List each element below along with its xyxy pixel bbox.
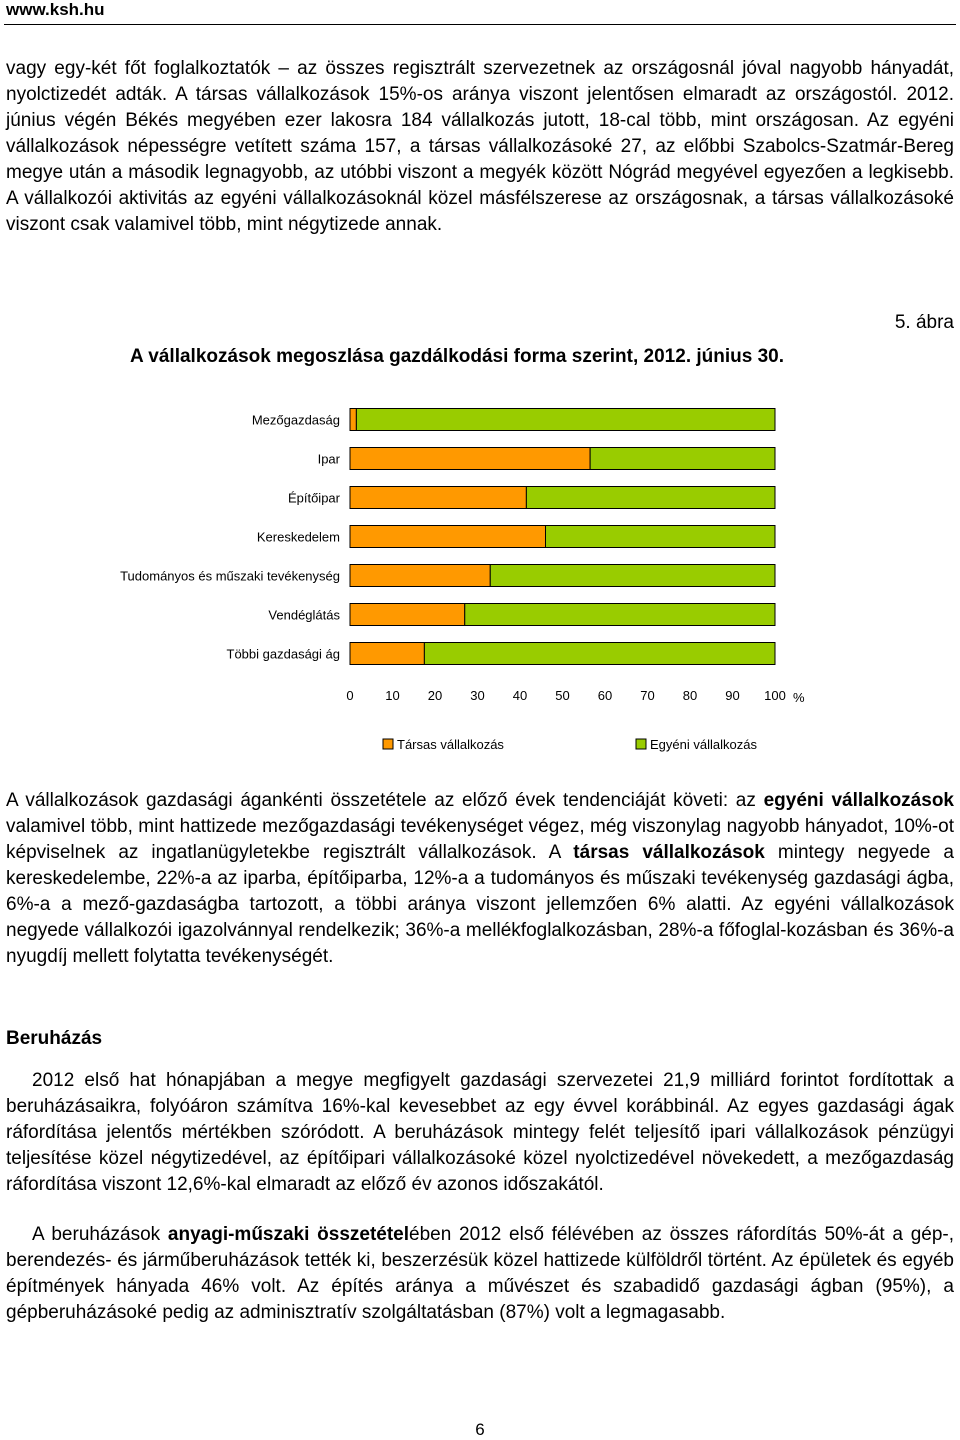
- category-label: Ipar: [317, 451, 340, 467]
- legend-label: Társas vállalkozás: [397, 737, 504, 752]
- investment-paragraph: 2012 első hat hónapjában a megye megfigyelt gazdasági szervezetei 21,9 milliárd forintot fordítottak a beruházásaikra, folyóáron számítva 16%-kal kevesebbet az egy évvel korábbinál. Az egyes gazdasági ágak ráfordítása jelentős mértékben szóródott. A beruházások mintegy felét teljesítő ipari vállalkozások pénzügyi teljesítése közel négytizedével, az építőipari vállalkozásoké közel nyolctizedével növekedett, a mezőgazdaság ráfordítása viszont 12,6%-kal elmaradt az előző év azonos időszakától.: [6, 1070, 954, 1195]
- x-tick-label: 60: [597, 688, 613, 703]
- bar-segment: [350, 604, 465, 626]
- category-label: Tudományos és műszaki tevékenység: [120, 568, 340, 584]
- x-tick-label: 20: [427, 688, 443, 703]
- stacked-bar-chart: [0, 392, 960, 752]
- site-url[interactable]: www.ksh.hu: [6, 0, 105, 19]
- p1-bold-tarsas: társas vállalkozások: [573, 842, 765, 863]
- x-tick-label: 50: [555, 688, 570, 703]
- p1-text-a: A vállalkozások gazdasági ágankénti összetétele az előző évek tendenciáját követi: az: [6, 790, 764, 811]
- bar-segment: [350, 526, 546, 548]
- bar-segment: [490, 565, 775, 587]
- bar-segment: [350, 565, 490, 587]
- p1-text-e: mintegy negyede a kereskedelembe, 22%-a az iparba, építőiparba, 12%-a a tudományos és műszaki tevékenység gazdasági ágba, 6%-a a mező-gazdaságba tartozott, a többi aránya viszont jellemzően 6% alatti. Az egyéni vállalkozások negyede vállalkozói igazolvánnyal rendelkezik; 36%-a mellékfoglalkozásban, 28%-a főfoglal-kozásban és 36%-a nyugdíj mellett folytatta tevékenységét.: [6, 842, 954, 967]
- x-tick-label: 80: [682, 688, 698, 703]
- x-tick-label: 70: [640, 688, 655, 703]
- bar-segment: [590, 448, 775, 470]
- figure-number: 5. ábra: [894, 312, 954, 333]
- chart-title: A vállalkozások megoszlása gazdálkodási forma szerint, 2012. június 30.: [130, 346, 785, 367]
- bar-segment: [350, 487, 526, 509]
- bar-segment: [424, 643, 775, 665]
- section-heading: Beruházás: [6, 1028, 103, 1049]
- intro-paragraph: vagy egy-két főt foglalkoztatók – az összes regisztrált szervezetnek az országosnál jóval nagyobb hányadát, nyolctizedét adták. A társas vállalkozások 15%-os aránya viszont jelentősen elmaradt az országostól. 2012. június végén Békés megyében ezer lakosra 184 vállalkozás jutott, 18-cal több, mint országosan. Az egyéni vállalkozások népességre vetített száma 157, a társas vállalkozásoké 27, az előbbi Szabolcs-Szatmár-Bereg megye után a második legnagyobb, az utóbbi viszont a megyék között Nógrád megyével egyezően a legkisebb. A vállalkozói aktivitás az egyéni vállalkozásoknál közel másfélszerese az országosnak, a társas vállalkozásoké viszont csak valamivel több, mint négytizede annak.: [6, 58, 954, 235]
- category-label: Vendéglátás: [268, 607, 340, 623]
- composition-investment-paragraph: [6, 1222, 954, 1326]
- category-label: Többi gazdasági ág: [226, 646, 340, 662]
- x-tick-label: 40: [512, 688, 528, 703]
- p3-text-c: ében 2012 első félévében az összes ráfordítás 50%-át a gép-, berendezés- és járműberuházások tették ki, beszerzésük közel hattizede külföldről történt. Az épületek és egyéb építmények hányada 46% volt. Az építés aránya a művészet és szabadidő gazdasági ágban (95%), a gépberuházásoké pedig az adminisztratív szolgáltatásban (87%) volt a legmagasabb.: [6, 1224, 955, 1323]
- bar-segment: [350, 448, 590, 470]
- legend-swatch: [383, 739, 393, 749]
- x-tick-label: 100: [764, 688, 786, 703]
- category-label: Kereskedelem: [256, 529, 340, 545]
- header-rule: [4, 24, 956, 25]
- bar-segment: [465, 604, 775, 626]
- x-unit-label: %: [793, 690, 805, 705]
- bar-segment: [526, 487, 775, 509]
- legend-swatch: [636, 739, 646, 749]
- p1-bold-egyeni: egyéni vállalkozások: [763, 790, 954, 811]
- composition-paragraph: [6, 788, 954, 970]
- category-label: Építőipar: [287, 490, 340, 506]
- p3-bold: anyagi-műszaki összetétel: [167, 1224, 410, 1245]
- p1-text-c: valamivel több, mint hattizede mezőgazdasági tevékenységet végez, még viszonylag nagyobb hányadot, 10%-ot képviselnek az ingatlanügyletekbe regisztrált vállalkozások. A: [6, 816, 954, 863]
- bar-segment: [546, 526, 776, 548]
- x-tick-label: 90: [725, 688, 740, 703]
- bar-segment: [356, 409, 775, 431]
- x-tick-label: 0: [346, 688, 354, 703]
- page-number: 6: [475, 1420, 485, 1439]
- x-tick-label: 30: [470, 688, 485, 703]
- p3-text-a: A beruházások: [32, 1224, 168, 1245]
- bar-segment: [350, 409, 356, 431]
- x-tick-label: 10: [385, 688, 400, 703]
- legend-label: Egyéni vállalkozás: [650, 737, 757, 752]
- category-label: Mezőgazdaság: [251, 412, 340, 428]
- bar-segment: [350, 643, 424, 665]
